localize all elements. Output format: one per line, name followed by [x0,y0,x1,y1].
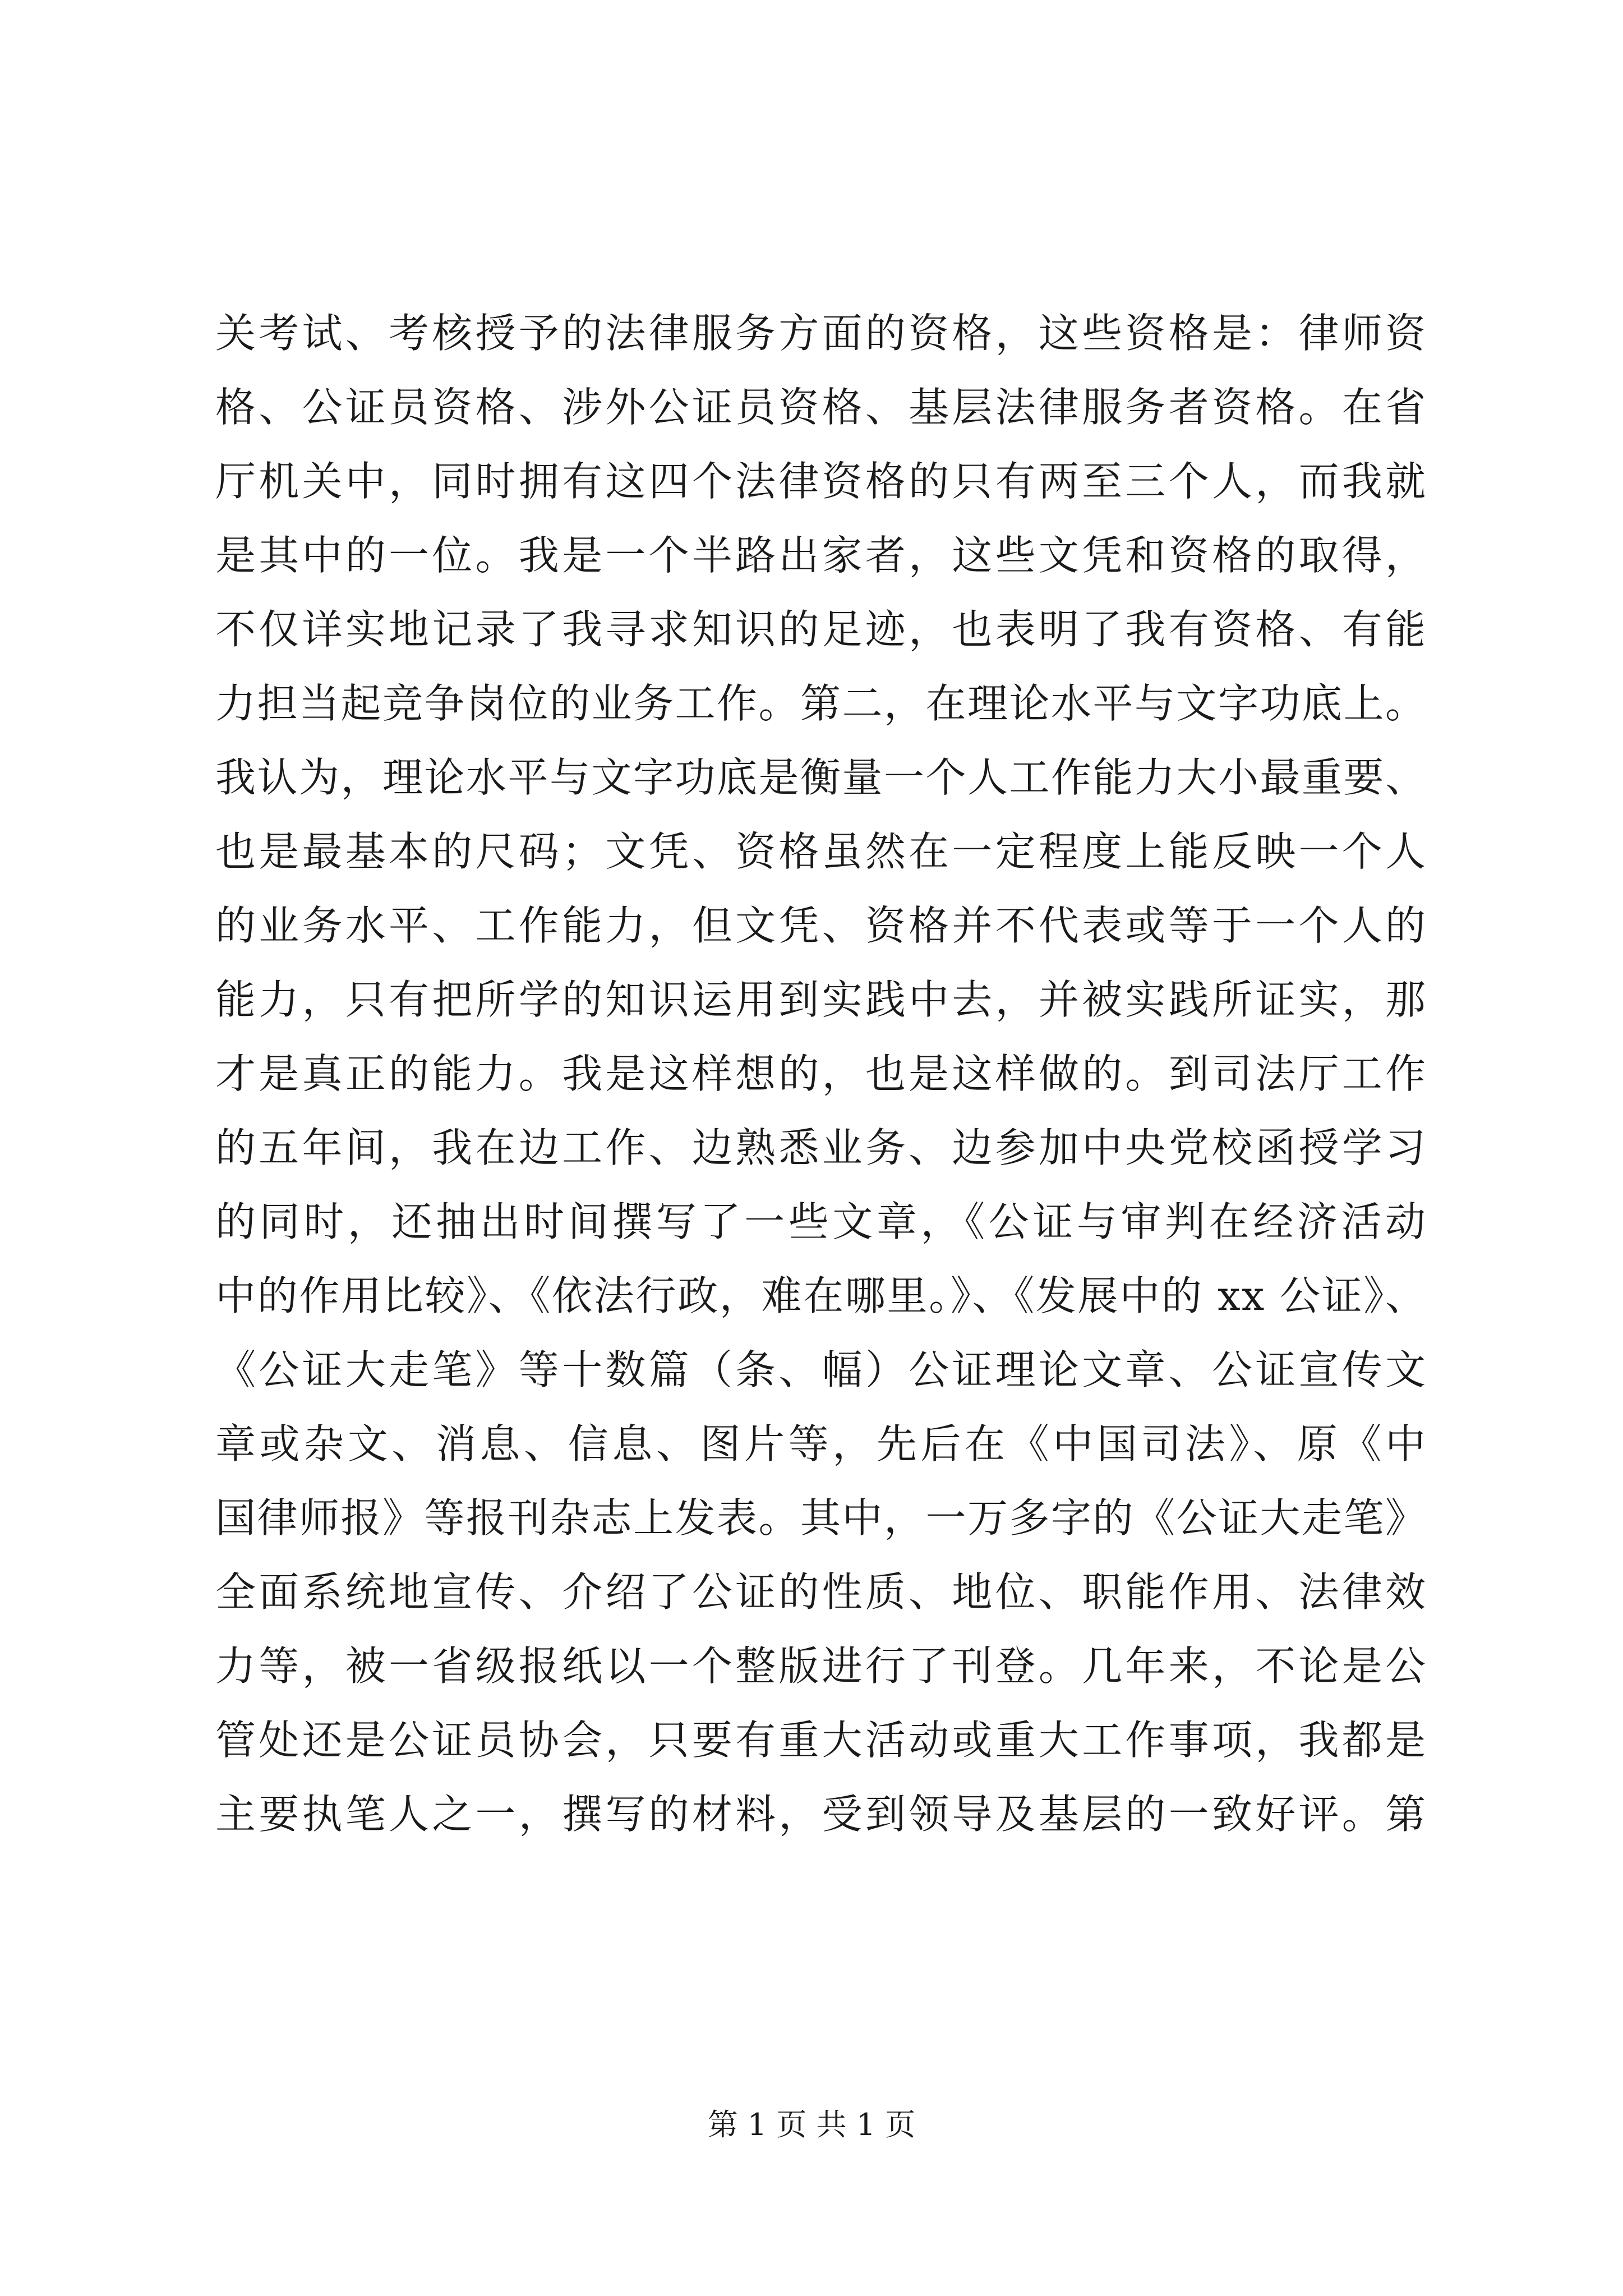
text-line: 不仅详实地记录了我寻求知识的足迹，也表明了我有资格、有能 [215,606,1427,653]
text-line: 主要执笔人之一，撰写的材料，受到领导及基层的一致好评。第 [215,1791,1427,1838]
text-line: 才是真正的能力。我是这样想的，也是这样做的。到司法厅工作 [215,1050,1427,1097]
text-line: 力担当起竞争岗位的业务工作。第二，在理论水平与文字功底上。 [215,680,1427,727]
text-line: 的五年间，我在边工作、边熟悉业务、边参加中央党校函授学习 [215,1124,1427,1171]
text-line: 力等，被一省级报纸以一个整版进行了刊登。几年来，不论是公 [215,1642,1427,1690]
text-line: 能力，只有把所学的知识运用到实践中去，并被实践所证实，那 [215,976,1427,1023]
text-line: 我认为，理论水平与文字功底是衡量一个人工作能力大小最重要、 [215,754,1427,801]
page-footer: 第 1 页 共 1 页 [707,2107,916,2142]
text-line: 是其中的一位。我是一个半路出家者，这些文凭和资格的取得， [215,532,1427,579]
text-line: 全面系统地宣传、介绍了公证的性质、地位、职能作用、法律效 [215,1568,1427,1616]
text-line: 的同时，还抽出时间撰写了一些文章，《公证与审判在经济活动 [215,1198,1427,1245]
text-line: 也是最基本的尺码；文凭、资格虽然在一定程度上能反映一个人 [215,828,1427,875]
text-line: 厅机关中，同时拥有这四个法律资格的只有两至三个人，而我就 [215,458,1427,505]
text-line: 格、公证员资格、涉外公证员资格、基层法律服务者资格。在省 [215,384,1427,431]
text-line: 的业务水平、工作能力，但文凭、资格并不代表或等于一个人的 [215,902,1427,949]
text-line: 管处还是公证员协会，只要有重大活动或重大工作事项，我都是 [215,1717,1427,1764]
text-line: 中的作用比较》、《依法行政，难在哪里。》、《发展中的 xx 公证》、 [215,1272,1427,1319]
text-line: 关考试、考核授予的法律服务方面的资格，这些资格是：律师资 [215,310,1427,357]
text-line: 国律师报》等报刊杂志上发表。其中，一万多字的《公证大走笔》 [215,1494,1427,1542]
body-paragraph [215,296,1427,1851]
text-line: 章或杂文、消息、信息、图片等，先后在《中国司法》、原《中 [215,1420,1427,1467]
text-line: 《公证大走笔》等十数篇（条、幅）公证理论文章、公证宣传文 [215,1346,1427,1393]
